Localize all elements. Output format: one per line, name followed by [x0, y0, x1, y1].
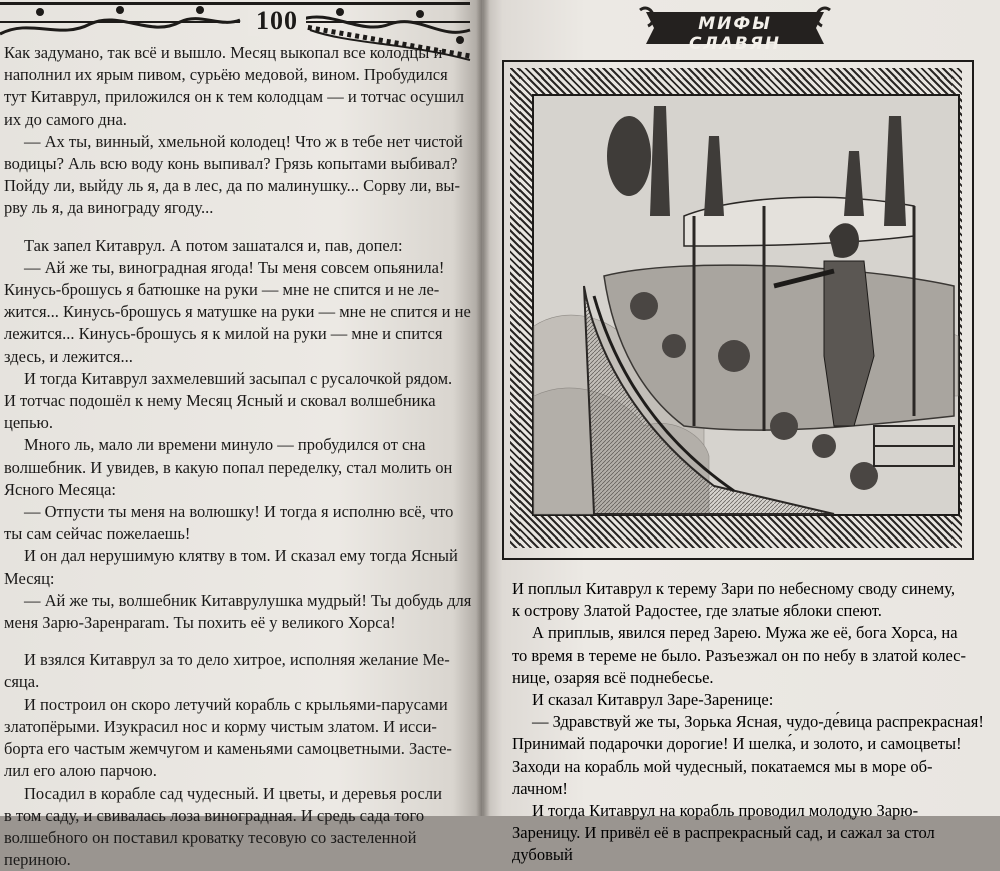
text-line: волшебник. И увидев, в какую попал переделку, стал молить он: [4, 457, 453, 477]
text-line: И тогда Китаврул захмелевший засыпал с русалочкой рядом.: [24, 368, 453, 388]
text-line: то время в тереме не было. Разъезжал он по небу в златой колес-: [512, 645, 966, 665]
page-number: 100: [248, 6, 306, 36]
right-page-text: [512, 578, 996, 867]
text-line: меня Зарю-Заренparam. Ты похить её у великого Хорса!: [4, 613, 396, 633]
text-line: Заходи на корабль мой чудесный, покатаемся мы в море об-: [512, 756, 933, 776]
text-line: Пойду ли, выйду ль я, да в лес, да по малинушку... Сорву ли, вы-: [4, 176, 460, 196]
text-line: И построил он скоро летучий корабль с крыльями-парусами: [24, 694, 448, 714]
text-line: златопёрыми. Изукрасил нос и корму чистым златом. И исси-: [4, 716, 437, 736]
text-line: их до самого дна.: [4, 109, 127, 129]
text-line: — Ах ты, винный, хмельной колодец! Что ж в тебе нет чистой: [24, 131, 463, 151]
text-line: периною.: [4, 850, 71, 870]
text-line: рву ль я, да винограду ягоду...: [4, 198, 214, 218]
text-line: здесь, и лежится...: [4, 346, 133, 366]
text-line: Месяц:: [4, 568, 55, 588]
book-gutter: [476, 0, 490, 816]
paragraph-gap: [4, 634, 474, 649]
text-line: ты сам сейчас пожелаешь!: [4, 524, 191, 544]
text-line: — Отпусти ты меня на волюшку! И тогда я исполню всё, что: [24, 502, 454, 522]
text-line: к острову Златой Радостее, где златые яблоки спеют.: [512, 601, 882, 621]
text-line: наполнил их ярым пивом, сурьёю медовой, вином. Пробудился: [4, 65, 448, 85]
text-line: А приплыв, явился перед Зарею. Мужа же её, бога Хорса, на: [532, 623, 958, 643]
text-line: тут Китаврул, приложился он к тем колодцам — и тотчас осушил: [4, 87, 464, 107]
text-line: борта его частым жемчугом и каменьями самоцветными. Засте-: [4, 739, 452, 759]
text-line: нице, озаряя всё поднебесье.: [512, 667, 714, 687]
text-line: Как задумано, так всё и вышло. Месяц выкопал все колодцы и: [4, 43, 443, 62]
text-line: И тогда Китаврул на корабль проводил молодую Зарю-: [532, 801, 919, 821]
text-line: И взялся Китаврул за то дело хитрое, исполняя желание Ме-: [24, 650, 450, 670]
text-line: сяца.: [4, 672, 40, 692]
text-line: И сказал Китаврул Заре-Заренице:: [532, 690, 774, 710]
text-line: Так запел Китаврул. А потом зашатался и, пав, допел:: [24, 235, 403, 255]
text-line: в том саду, и свивалась лоза виноградная. И средь сада того: [4, 805, 425, 825]
text-line: И поплыл Китаврул к терему Зари по небесному своду синему,: [512, 579, 955, 598]
flying-ship-illustration: [532, 94, 960, 516]
left-page: [0, 0, 482, 870]
text-line: И тотчас подошёл к нему Месяц Ясный и сковал волшебника: [4, 391, 436, 411]
text-line: — Ай же ты, виноградная ягода! Ты меня совсем опьянила!: [24, 257, 445, 277]
text-line: Кинусь-брошусь я батюшке на руки — мне не спится и не ле-: [4, 280, 440, 300]
text-line: Зареницу. И привёл её в распрекрасный сад, и сажал за стол: [512, 823, 935, 843]
text-line: волшебного он поставил кроватку тесовую со застеленной: [4, 827, 417, 847]
text-line: лачном!: [512, 778, 568, 798]
text-line: Много ль, мало ли времени минуло — пробудился от сна: [24, 435, 426, 455]
text-line: водицы? Аль всю воду конь выпивал? Грязь копытами выбивал?: [4, 154, 458, 174]
text-line: лежится... Кинусь-брошусь я к милой на руки — мне и спится: [4, 324, 443, 344]
text-line: И он дал нерушимую клятву в том. И сказал ему тогда Ясный: [24, 546, 458, 566]
text-line: Посадил в корабле сад чудесный. И цветы, и деревья росли: [24, 783, 442, 803]
text-line: — Ай же ты, волшебник Китаврулушка мудрый! Ты добудь для: [24, 590, 472, 610]
text-line: — Здравствуй же ты, Зорька Ясная, чудо-де́вица распрекрасная!: [532, 712, 984, 732]
text-line: дубовый: [512, 845, 573, 865]
text-line: Принимай подарочки дорогие! И шелка́, и золото, и самоцветы!: [512, 734, 962, 754]
text-line: жится... Кинусь-брошусь я матушке на руки — мне не спится и не: [4, 302, 471, 322]
text-line: Ясного Месяца:: [4, 479, 116, 499]
text-line: лил его алою парчою.: [4, 761, 157, 781]
left-page-text: [4, 42, 474, 871]
text-line: цепью.: [4, 413, 53, 433]
paragraph-gap: [4, 220, 474, 235]
running-title: МИФЫ СЛАВЯН: [688, 14, 782, 54]
